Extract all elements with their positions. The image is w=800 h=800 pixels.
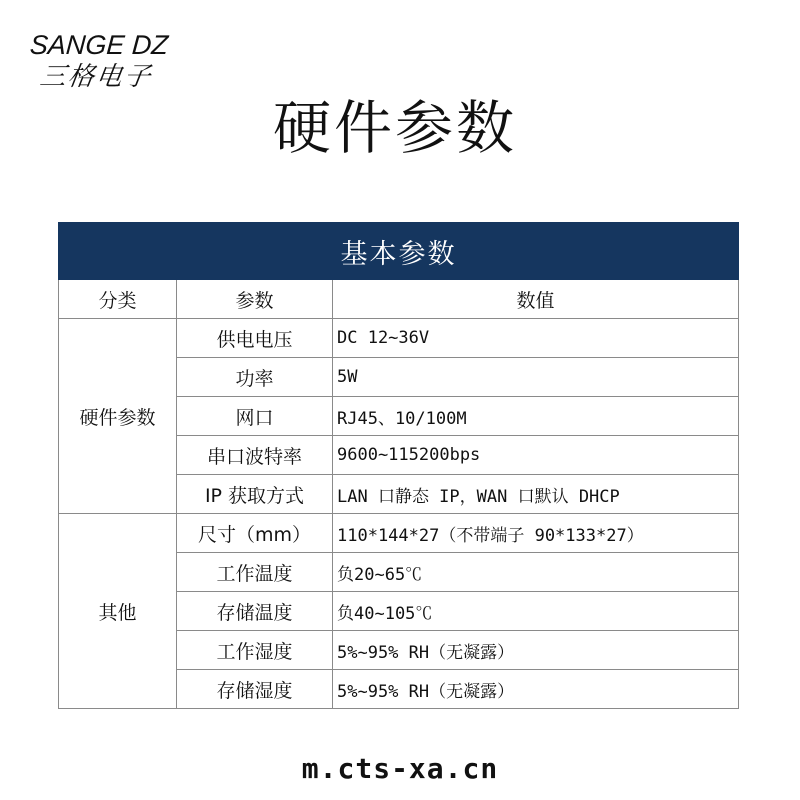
table-header-row [59, 280, 739, 319]
page-title: 硬件参数 [272, 94, 517, 162]
value-cell: 110*144*27（不带端子 90*133*27） [333, 514, 739, 553]
brand-name-cn: 三格电子 [37, 62, 155, 92]
category-cell: 硬件参数 [59, 319, 177, 514]
value-cell: DC 12~36V [333, 319, 739, 358]
value-cell: 5%~95% RH（无凝露） [333, 670, 739, 709]
value-cell: 9600~115200bps [333, 436, 739, 475]
value-cell: 5%~95% RH（无凝露） [333, 631, 739, 670]
value-cell: 5W [333, 358, 739, 397]
table-banner: 基本参数 [59, 223, 739, 280]
table-row [59, 319, 739, 358]
param-cell: 存储湿度 [177, 670, 333, 709]
param-cell: IP 获取方式 [177, 475, 333, 514]
param-cell: 尺寸（mm） [177, 514, 333, 553]
param-cell: 功率 [177, 358, 333, 397]
header-value: 数值 [333, 280, 739, 319]
param-cell: 串口波特率 [177, 436, 333, 475]
value-cell: LAN 口静态 IP，WAN 口默认 DHCP [333, 475, 739, 514]
header-category: 分类 [59, 280, 177, 319]
brand-name-en: SANGE DZ [28, 30, 170, 60]
param-cell: 存储温度 [177, 592, 333, 631]
header-parameter: 参数 [177, 280, 333, 319]
category-cell: 其他 [59, 514, 177, 709]
param-cell: 工作温度 [177, 553, 333, 592]
value-cell: RJ45、10/100M [333, 397, 739, 436]
table-row [59, 514, 739, 553]
footer-url: m.cts-xa.cn [301, 752, 499, 785]
spec-table [58, 222, 739, 709]
table-banner-row [59, 223, 739, 280]
param-cell: 供电电压 [177, 319, 333, 358]
param-cell: 工作湿度 [177, 631, 333, 670]
brand-logo [30, 30, 190, 94]
value-cell: 负40~105℃ [333, 592, 739, 631]
value-cell: 负20~65℃ [333, 553, 739, 592]
param-cell: 网口 [177, 397, 333, 436]
